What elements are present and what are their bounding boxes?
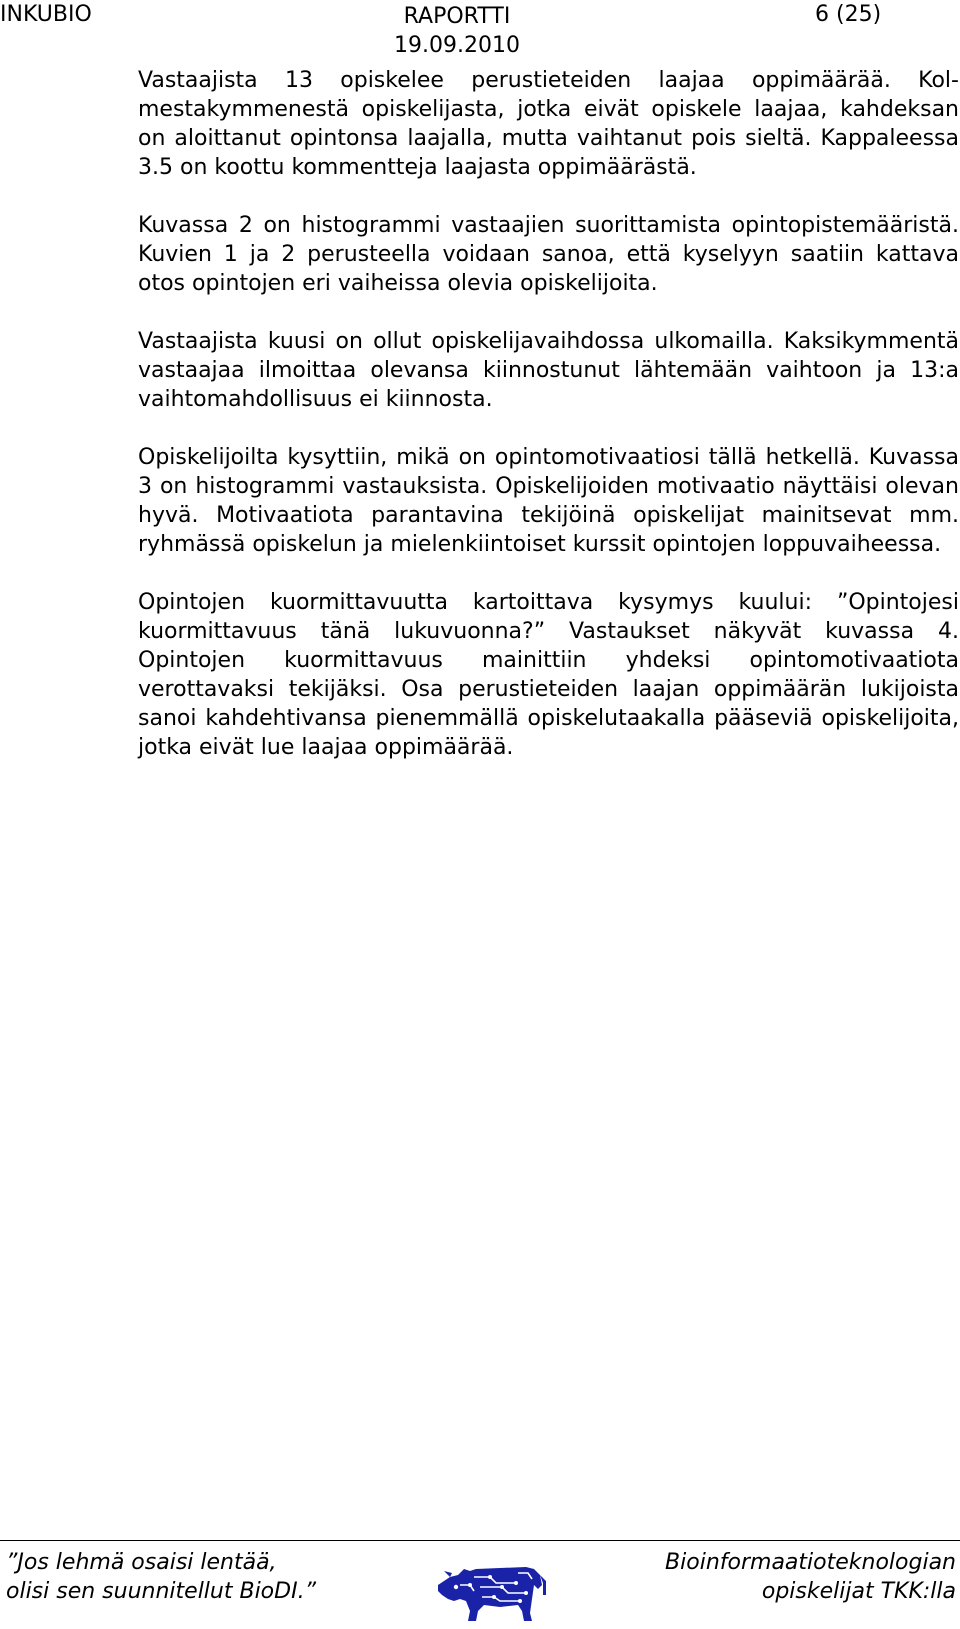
footer-signature-line-2: opiskelijat TKK:lla — [761, 1579, 956, 1604]
body-paragraph: Kuvassa 2 on histogrammi vastaajien suorittamista opintopistemääristä. Kuvien 1 ja 2 perusteella voidaan sanoa, että kyselyyn saatiin kattava otos opintojen eri vaiheissa olevia opiskelijoita. — [138, 213, 959, 296]
report-body — [138, 66, 959, 791]
body-paragraph: Opiskelijoilta kysyttiin, mikä on opintomotivaatiosi tällä hetkellä. Kuvassa 3 on histogrammi vastauksista. Opiskelijoiden motivaatio näyttäisi olevan hyvä. Motivaatiota parantavina tekijöinä opiskelijat mainitsevat mm. ryhmässä opiskelun ja mielenkiintoiset kurssit opintojen loppuvaiheessa. — [138, 445, 959, 557]
header-organization: INKUBIO — [0, 2, 92, 27]
header-report-date: 19.09.2010 — [394, 33, 520, 58]
body-paragraph: Opintojen kuormittavuutta kartoittava kysymys kuului: ”Opintojesi kuormittavuus tänä lukuvuonna?” Vastaukset näkyvät kuvassa 4. Opintojen kuormittavuus mainittiin yhdeksi opintomotivaatiota verottavaksi tekijäksi. Osa perustieteiden laajan oppimäärän lukijoista sanoi kahdehtivansa pienemmällä opiskelutaakalla pääseviä opiskelijoita, jotka eivät lue laajaa oppimäärää. — [138, 590, 959, 760]
footer-divider — [0, 1540, 960, 1541]
body-paragraph: Vastaajista 13 opiskelee perustieteiden laajaa oppimäärää. Kolmestakymmenestä opiskelijasta, jotka eivät opiskele laajaa, kahdeksan on aloittanut opintonsa laajalla, mutta vaihtanut pois sieltä. Kappaleessa 3.5 on koottu kommentteja laajasta oppimäärästä. — [138, 68, 959, 180]
body-paragraph: Vastaajista kuusi on ollut opiskelijavaihdossa ulkomailla. Kaksikymmentä vastaajaa ilmoittaa olevansa kiinnostunut lähtemään vaihtoon ja 13:a vaihtomahdollisuus ei kiinnosta. — [138, 329, 959, 412]
cow-circuit-logo-icon — [430, 1555, 550, 1627]
footer-signature — [665, 1548, 956, 1606]
footer-signature-line-1: Bioinformaatioteknologian — [665, 1550, 956, 1575]
header-report-block — [394, 2, 520, 60]
header-page-number: 6 (25) — [815, 2, 882, 27]
page-header — [0, 0, 960, 60]
footer-quote — [6, 1548, 316, 1606]
header-report-title: RAPORTTI — [403, 4, 511, 29]
footer-quote-line-1: ”Jos lehmä osaisi lentää, — [6, 1550, 277, 1575]
footer-quote-line-2: olisi sen suunnitellut BioDI.” — [6, 1579, 316, 1604]
